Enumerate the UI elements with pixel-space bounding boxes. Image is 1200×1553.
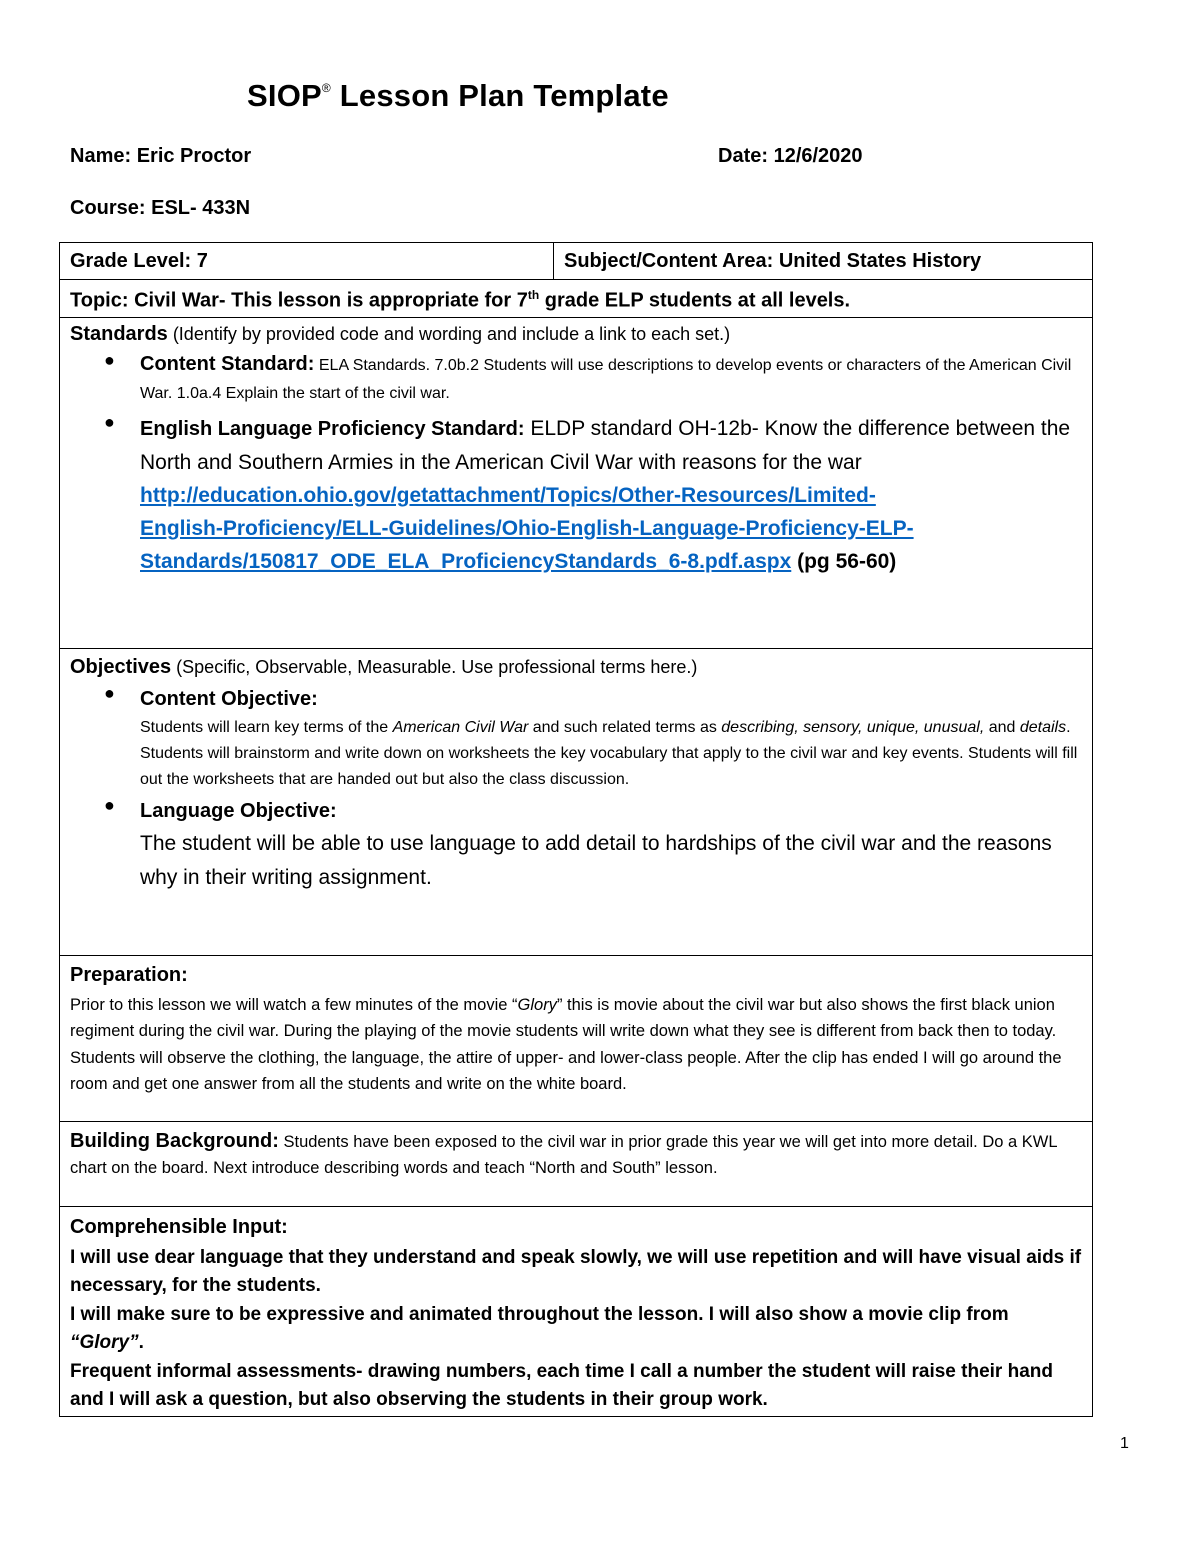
course-field: Course: ESL- 433N bbox=[70, 197, 251, 219]
standards-heading: Standards bbox=[70, 322, 168, 345]
name-field: Name: Eric Proctor bbox=[70, 145, 252, 167]
objectives-note: (Specific, Observable, Measurable. Use professional terms here.) bbox=[171, 656, 698, 677]
link-page-range: (pg 56-60) bbox=[791, 549, 897, 573]
content-objective-label: Content Objective: bbox=[140, 687, 318, 710]
language-objective-text: The student will be able to use language to add detail to hardships of the civil war and the reasons why in their writing assignment. bbox=[140, 831, 1052, 889]
standards-heading-line bbox=[70, 318, 1082, 350]
link-line-3: Standards/150817_ODE_ELA_ProficiencyStandards_6-8.pdf.aspx bbox=[140, 549, 792, 573]
bullet-icon: ● bbox=[104, 411, 115, 432]
background-text bbox=[70, 1128, 1082, 1182]
content-standard-label: Content Standard: bbox=[140, 352, 315, 375]
preparation-row bbox=[60, 955, 1093, 1121]
language-objective-item bbox=[104, 794, 1082, 895]
grade-level-cell: Grade Level: 7 bbox=[60, 243, 554, 280]
standards-cell bbox=[60, 317, 1093, 648]
background-cell bbox=[60, 1121, 1093, 1206]
page-number: 1 bbox=[1120, 1435, 1129, 1452]
title-siop: SIOP bbox=[247, 78, 322, 113]
content-standard-text: ELA Standards. 7.0b.2 Students will use descriptions to develop events or characters of the American Civil War. 1.0a.4 Explain the start of the civil war. bbox=[140, 356, 1072, 402]
comprehensible-row bbox=[60, 1206, 1093, 1416]
background-body: Students have been exposed to the civil war in prior grade this year we will get into more detail. Do a KWL chart on the board. Next introduce describing words and teach “North and South” lesson. bbox=[70, 1132, 1057, 1178]
content-standard-block bbox=[140, 350, 1082, 408]
elp-standard-item bbox=[104, 411, 1082, 578]
standards-note: (Identify by provided code and wording and include a link to each set.) bbox=[167, 323, 731, 344]
elp-link-block bbox=[140, 479, 1082, 578]
lesson-plan-table bbox=[59, 242, 1093, 1417]
background-row bbox=[60, 1121, 1093, 1206]
elp-standard-block bbox=[140, 412, 1082, 479]
link-line-2: English-Proficiency/ELL-Guidelines/Ohio-English-Language-Proficiency-ELP- bbox=[140, 516, 914, 540]
preparation-heading: Preparation: bbox=[70, 963, 188, 986]
objectives-row bbox=[60, 648, 1093, 955]
objectives-cell bbox=[60, 648, 1093, 955]
content-objective-part: and bbox=[984, 718, 1020, 736]
objectives-heading: Objectives bbox=[70, 655, 172, 678]
comprehensible-paragraph-1: I will use dear language that they understand and speak slowly, we will use repetition and will have visual aids if necessary, for the students. bbox=[70, 1246, 1082, 1297]
comprehensible-italic: “Glory” bbox=[70, 1332, 139, 1354]
comprehensible-part: I will make sure to be expressive and animated throughout the lesson. I will also show a movie clip from bbox=[70, 1303, 1009, 1325]
subject-cell: Subject/Content Area: United States History bbox=[554, 243, 1093, 280]
objectives-heading-line bbox=[70, 651, 1082, 683]
standards-row bbox=[60, 317, 1093, 648]
content-objective-part: Students will learn key terms of the bbox=[140, 718, 393, 736]
comprehensible-cell bbox=[60, 1206, 1093, 1416]
elp-standard-label: English Language Proficiency Standard: bbox=[140, 417, 525, 440]
standards-list bbox=[70, 350, 1082, 578]
preparation-italic: Glory bbox=[517, 995, 557, 1014]
grade-row bbox=[60, 243, 1093, 280]
date-field: Date: 12/6/2020 bbox=[718, 145, 863, 167]
preparation-text bbox=[70, 992, 1082, 1098]
topic-superscript: th bbox=[527, 288, 540, 302]
preparation-part: Prior to this lesson we will watch a few minutes of the movie “ bbox=[70, 995, 518, 1014]
background-heading: Building Background: bbox=[70, 1129, 279, 1152]
bullet-icon: ● bbox=[104, 682, 115, 703]
content-standard-item bbox=[104, 349, 1082, 408]
content-objective-part: . Students will brainstorm and write down on worksheets the key vocabulary that apply to the civil war and key events. Students will fill out the worksheets that are handed out but also the class discussion. bbox=[140, 718, 1078, 788]
comprehensible-text bbox=[70, 1244, 1082, 1415]
registered-mark: ® bbox=[321, 80, 331, 95]
comprehensible-part: . bbox=[138, 1332, 144, 1354]
content-objective-text bbox=[140, 715, 1082, 793]
title-rest: Lesson Plan Template bbox=[330, 78, 669, 113]
comprehensible-paragraph-2 bbox=[70, 1301, 1082, 1358]
content-objective-part: and such related terms as bbox=[528, 718, 722, 736]
topic-row bbox=[60, 280, 1093, 318]
preparation-cell bbox=[60, 955, 1093, 1121]
topic-text-pre: Topic: Civil War- This lesson is appropriate for 7 bbox=[70, 289, 528, 312]
content-objective-italic: American Civil War bbox=[392, 718, 529, 736]
topic-text-post: grade ELP students at all levels. bbox=[539, 289, 851, 312]
comprehensible-paragraph-3: Frequent informal assessments- drawing numbers, each time I call a number the student will raise their hand and I will ask a question, but also observing the students in their group work. bbox=[70, 1360, 1053, 1411]
content-objective-italic: details bbox=[1019, 718, 1067, 736]
document-title bbox=[247, 78, 669, 114]
objectives-list bbox=[70, 683, 1082, 895]
content-objective-item bbox=[104, 682, 1082, 793]
bullet-icon: ● bbox=[104, 349, 115, 370]
topic-cell bbox=[60, 280, 1093, 318]
link-line-1: http://education.ohio.gov/getattachment/Topics/Other-Resources/Limited- bbox=[140, 483, 876, 507]
elp-standard-text: ELDP standard OH-12b- Know the difference between the North and Southern Armies in the American Civil War with reasons for the war bbox=[140, 416, 1071, 474]
preparation-part: ” this is movie about the civil war but also shows the first black union regiment during the civil war. During the playing of the movie students will write down what they see is different from back then to today. Students will observe the clothing, the language, the attire of upper- and lower-class people. After the clip has ended I will go around the room and get one answer from all the students and write on the white board. bbox=[70, 995, 1062, 1094]
bullet-icon: ● bbox=[104, 794, 115, 815]
language-objective-label: Language Objective: bbox=[140, 799, 337, 822]
content-objective-italic: describing, sensory, unique, unusual, bbox=[721, 718, 985, 736]
comprehensible-heading: Comprehensible Input: bbox=[70, 1215, 288, 1238]
